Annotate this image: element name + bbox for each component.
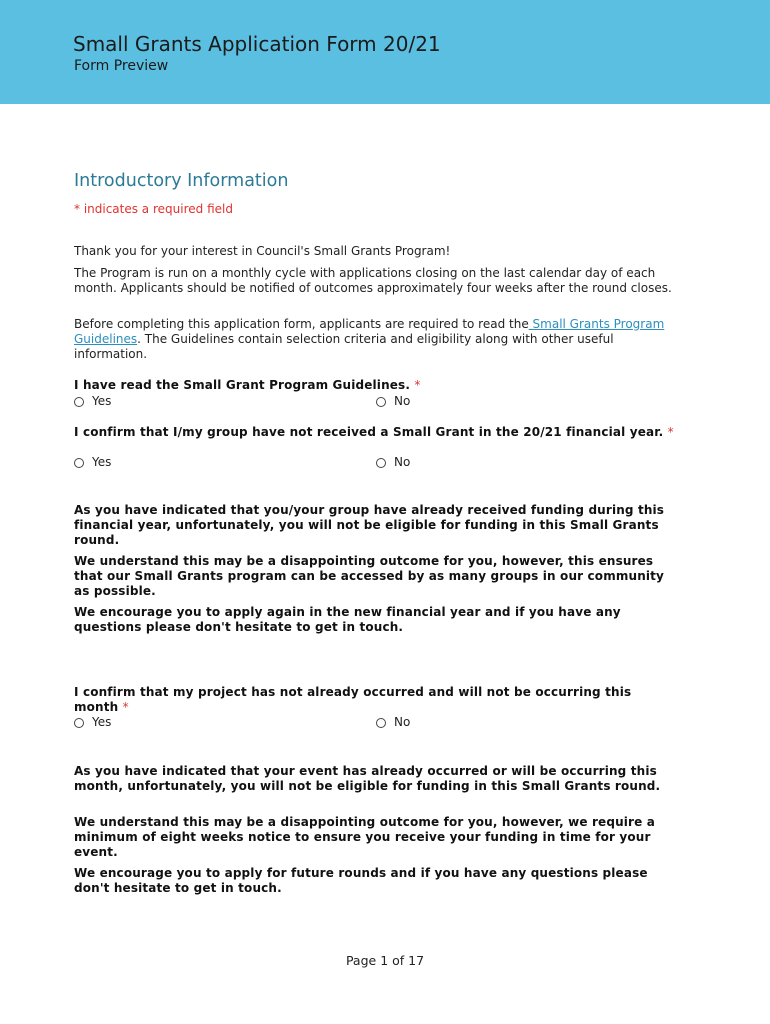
question-label: I confirm that I/my group have not received a Small Grant in the 20/21 financial year. [74,425,668,439]
section-title: Introductory Information [74,171,289,191]
question-guidelines-read [74,378,674,393]
page-indicator: Page 1 of 17 [345,953,425,968]
question-project-timing [74,685,674,715]
intro-paragraph-3-start: Before completing this application form, applicants are required to read the [74,317,529,331]
ineligible-notice-2-paragraph-2: We understand this may be a disappointing outcome for you, however, we require a minimum of eight weeks notice to ensure you receive your funding in time for your event. [74,815,655,859]
radio-label: Yes [92,715,112,729]
required-star: * [667,425,674,439]
radio-icon[interactable] [74,458,84,468]
ineligible-notice-2-paragraph-1: As you have indicated that your event has already occurred or will be occurring this month, unfortunately, you will not be eligible for funding in this Small Grants round. [74,764,661,793]
question-label: I confirm that my project has not already occurred and will not be occurring this month [74,685,632,714]
radio-option-no[interactable] [376,715,410,730]
intro-paragraph-3 [74,317,679,362]
radio-option-yes[interactable] [74,715,111,730]
ineligible-notice-1-paragraph-1: As you have indicated that you/your group have already received funding during this financial year, unfortunately, you will not be eligible for funding in this Small Grants round. [74,503,665,547]
radio-icon[interactable] [376,718,386,728]
radio-icon[interactable] [74,397,84,407]
radio-label: Yes [92,455,112,469]
question-no-prior-grant [74,425,674,440]
form-title: Small Grants Application Form 20/21 [73,32,441,56]
radio-label: Yes [92,394,112,408]
radio-icon[interactable] [376,397,386,407]
ineligible-notice-1-paragraph-2: We understand this may be a disappointing outcome for you, however, this ensures that our Small Grants program can be accessed by as many groups in our community as possible. [74,554,665,598]
question-label: I have read the Small Grant Program Guidelines. [74,378,415,392]
ineligible-notice-1-paragraph-3: We encourage you to apply again in the new financial year and if you have any questions please don't hesitate to get in touch. [74,605,621,634]
form-header [0,0,770,104]
radio-option-no[interactable] [376,394,410,409]
intro-paragraph-2: The Program is run on a monthly cycle with applications closing on the last calendar day of each month. Applicants should be notified of outcomes approximately four weeks after the round closes. [74,266,672,295]
radio-label: No [394,455,411,469]
ineligible-notice-2-paragraph-3: We encourage you to apply for future rounds and if you have any questions please don't hesitate to get in touch. [74,866,648,895]
radio-option-yes[interactable] [74,455,111,470]
guidelines-link[interactable]: Small Grants Program Guidelines [74,317,665,346]
radio-option-no[interactable] [376,455,410,470]
radio-label: No [394,715,411,729]
radio-label: No [394,394,411,408]
required-field-note: * indicates a required field [74,202,233,216]
radio-icon[interactable] [74,718,84,728]
form-subtitle: Form Preview [74,58,169,74]
intro-paragraph-3-end: . The Guidelines contain selection criteria and eligibility along with other useful information. [74,332,614,361]
radio-option-yes[interactable] [74,394,111,409]
radio-icon[interactable] [376,458,386,468]
required-star: * [414,378,421,392]
intro-paragraph-1: Thank you for your interest in Council's Small Grants Program! [74,244,451,258]
required-star: * [122,700,129,714]
